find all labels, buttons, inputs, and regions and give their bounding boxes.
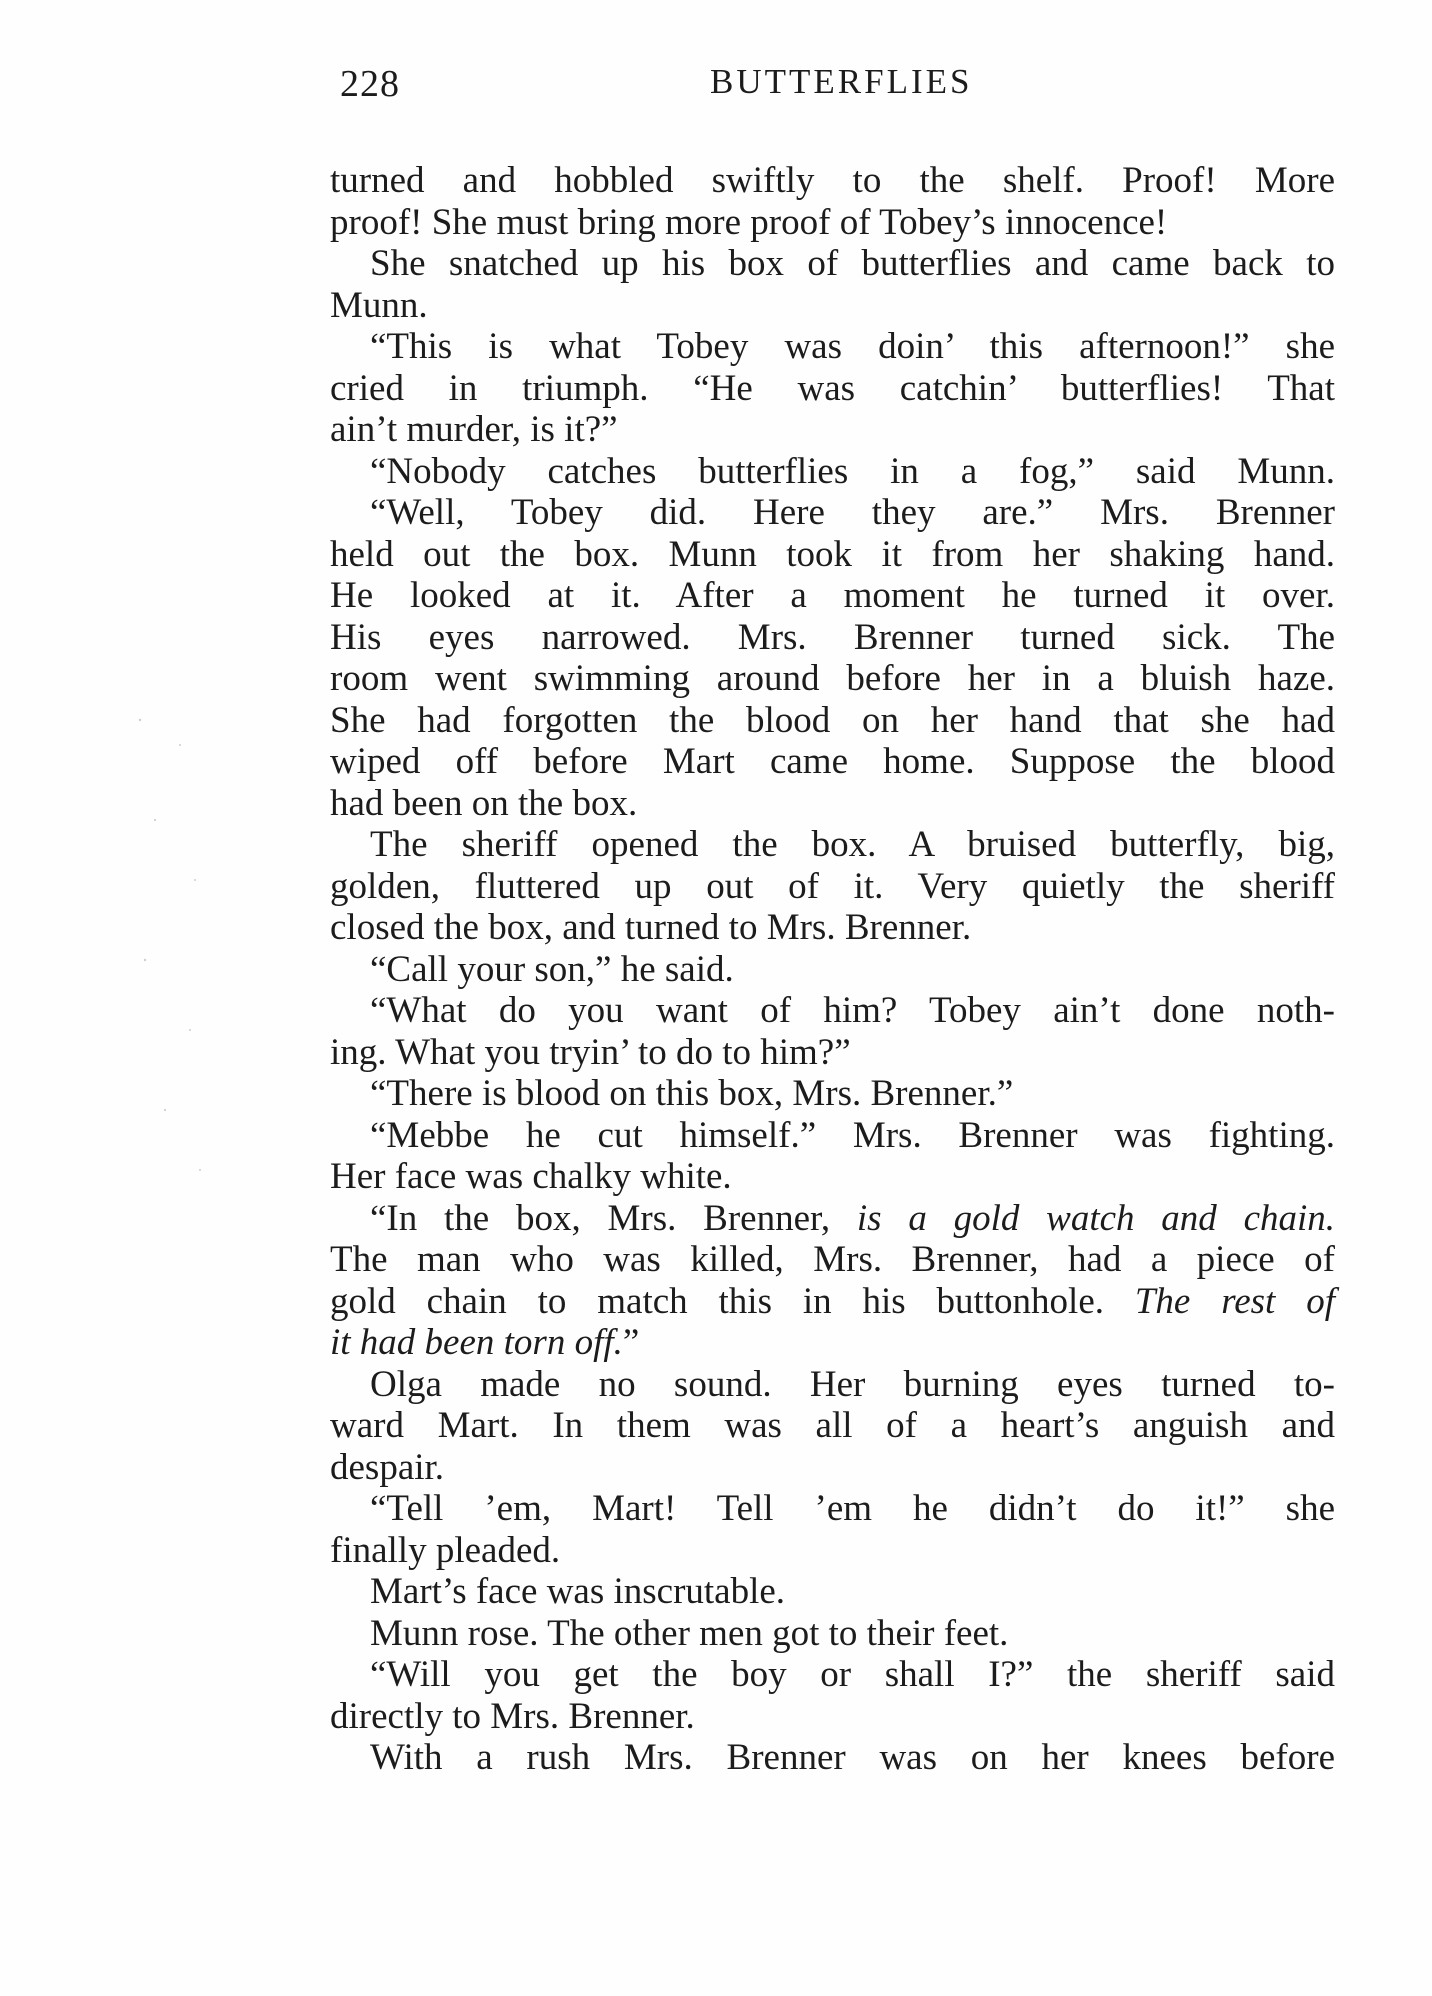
body-text <box>330 160 1335 1779</box>
text-line: held out the box. Munn took it from her shaking hand. <box>330 533 1335 575</box>
text-line: “Nobody catches butterflies in a fog,” said Munn. <box>370 450 1335 492</box>
text-line: closed the box, and turned to Mrs. Brenner. <box>330 907 972 948</box>
text-line: She snatched up his box of butterflies and came back to <box>370 243 1335 284</box>
text-line: “Call your son,” he said. <box>370 948 734 990</box>
text-line: “This is what Tobey was doin’ this afternoon!” she <box>370 326 1335 367</box>
text-line: His eyes narrowed. Mrs. Brenner turned sick. The <box>330 616 1335 658</box>
text-line: ing. What you tryin’ to do to him?” <box>330 1031 851 1073</box>
text-line: “Well, Tobey did. Here they are.” Mrs. Brenner <box>370 492 1335 533</box>
text-line: “Tell ’em, Mart! Tell ’em he didn’t do it!” she <box>370 1488 1335 1529</box>
text-line: ward Mart. In them was all of a heart’s anguish and <box>330 1405 1335 1446</box>
page-number: 228 <box>340 63 400 105</box>
text-line: Mart’s face was inscrutable. <box>370 1571 786 1612</box>
text-line: “Mebbe he cut himself.” Mrs. Brenner was fighting. <box>370 1114 1335 1156</box>
margin-specks <box>120 700 220 1200</box>
text-line: Olga made no sound. Her burning eyes turned to- <box>370 1363 1335 1405</box>
text-line: finally pleaded. <box>330 1529 561 1571</box>
text-line: ain’t murder, is it?” <box>330 409 618 450</box>
text-segment-italic: it had been torn off. <box>330 1322 623 1363</box>
text-segment: ” <box>622 1322 640 1363</box>
text-line: wiped off before Mart came home. Suppose the blood <box>330 741 1335 782</box>
text-line: despair. <box>330 1446 445 1488</box>
text-line: golden, fluttered up out of it. Very quietly the sheriff <box>330 865 1335 907</box>
text-line: turned and hobbled swiftly to the shelf. Proof! More <box>330 160 1335 201</box>
text-line: “Will you get the boy or shall I?” the sheriff said <box>370 1654 1335 1695</box>
text-line: proof! She must bring more proof of Tobey’s innocence! <box>330 201 1168 243</box>
text-segment: “In the box, Mrs. Brenner, <box>370 1197 831 1239</box>
text-line <box>330 1322 1335 1364</box>
text-line: With a rush Mrs. Brenner was on her knees before <box>370 1737 1335 1778</box>
text-line: “There is blood on this box, Mrs. Brenner.” <box>370 1073 1014 1114</box>
page-header <box>340 62 1100 112</box>
text-line: She had forgotten the blood on her hand that she had <box>330 699 1335 741</box>
text-line: “What do you want of him? Tobey ain’t done noth- <box>370 990 1335 1031</box>
text-line: Munn rose. The other men got to their feet. <box>370 1612 1009 1654</box>
text-line: The sheriff opened the box. A bruised butterfly, big, <box>370 824 1335 865</box>
text-line <box>330 1198 1335 1240</box>
text-segment: gold chain to match this in his buttonhole. <box>330 1280 1104 1322</box>
text-line: Her face was chalky white. <box>330 1156 732 1197</box>
text-line: room went swimming around before her in a bluish haze. <box>330 658 1335 699</box>
text-line <box>330 1281 1335 1323</box>
text-line: The man who was killed, Mrs. Brenner, had a piece of <box>330 1239 1335 1280</box>
text-line: He looked at it. After a moment he turned it over. <box>330 575 1335 616</box>
text-line: directly to Mrs. Brenner. <box>330 1695 695 1737</box>
text-line: cried in triumph. “He was catchin’ butterflies! That <box>330 367 1335 409</box>
text-line: Munn. <box>330 284 428 326</box>
running-head: BUTTERFLIES <box>710 62 973 101</box>
text-segment-italic: is a gold watch and chain. <box>856 1197 1336 1239</box>
text-line: had been on the box. <box>330 782 638 824</box>
text-segment-italic: The rest of <box>1134 1280 1335 1322</box>
